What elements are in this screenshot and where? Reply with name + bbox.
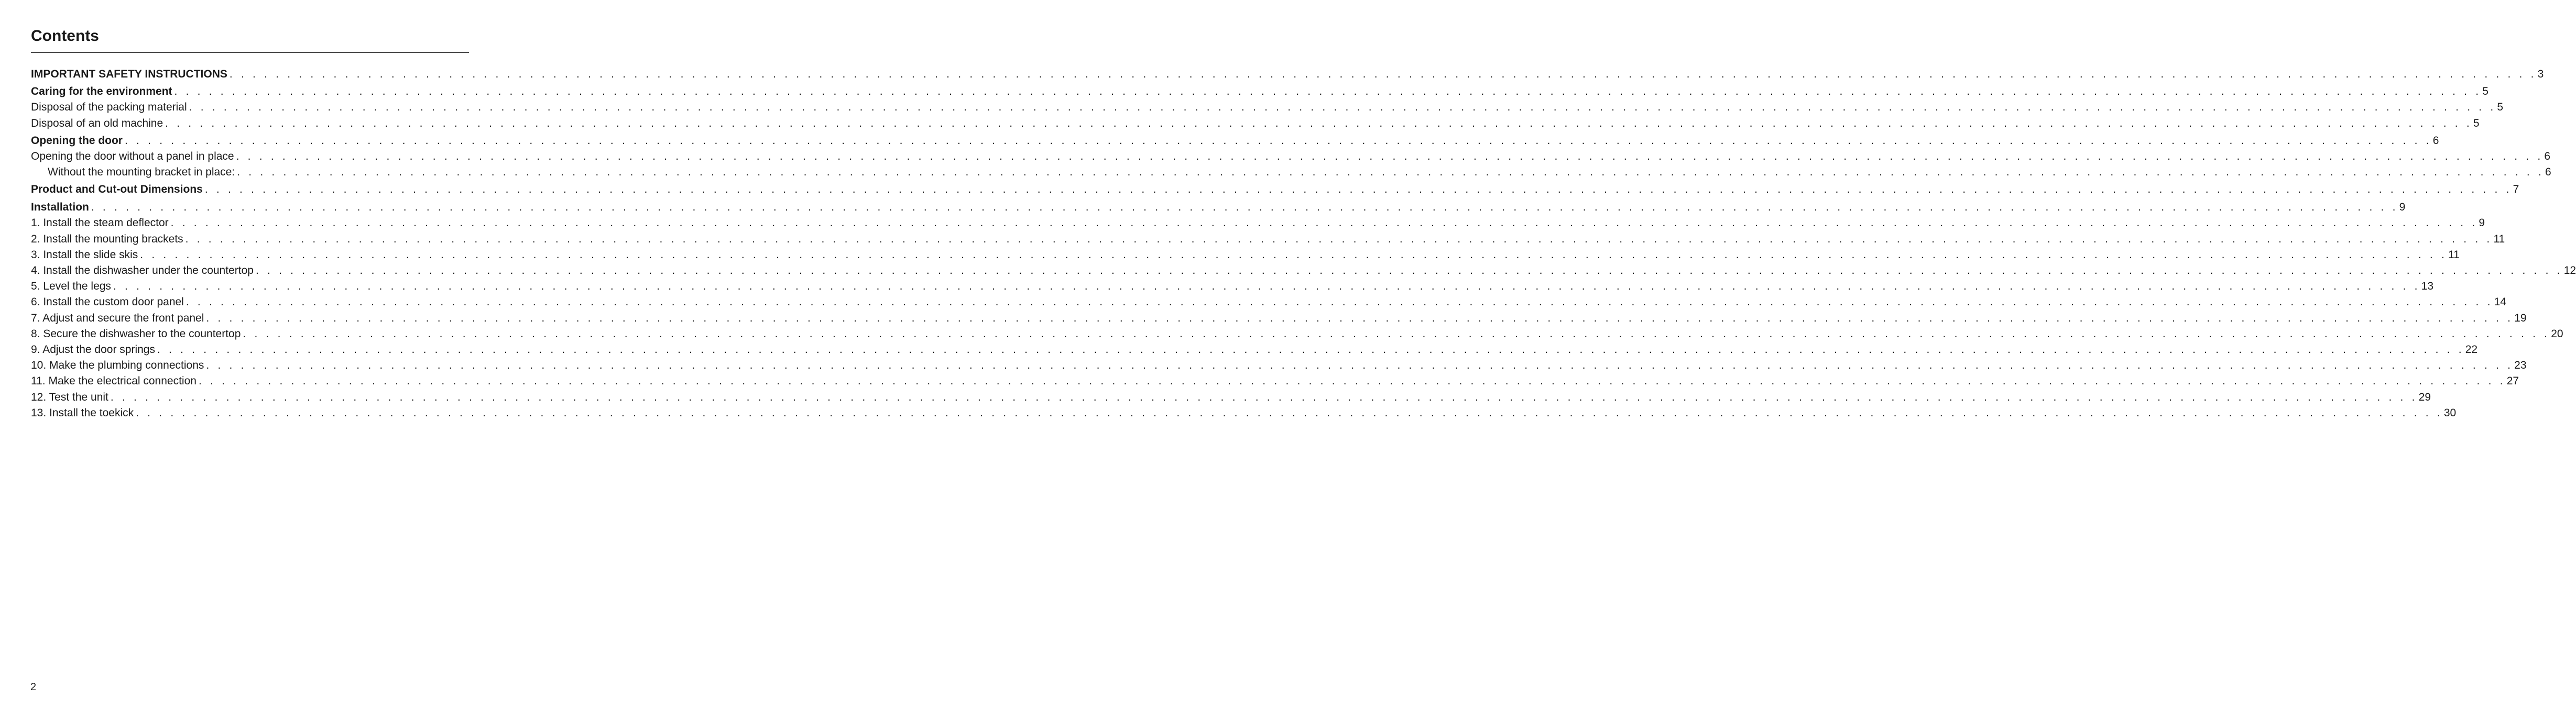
toc-entry[interactable] [31, 374, 2519, 388]
toc-entry-label: 6. Install the custom door panel [31, 296, 184, 308]
toc-entry-page: 14 [2494, 296, 2506, 308]
toc-dot-leader: . . . . . . . . . . . . . . . . . . . . . . . . . . . . . . . . . . . . . . . . . . . . . . . . . . . . . . . . . . . . . . . . . . . . . . . . . . . . . . . . . . . . . . . . . . . . . . . . . . . . . . . . . . . . . . . . . . . . . . . . . . . . . . . . . . . . . . . . . . . . . . . . . . . . . . . . . . . . . . . . . . . . . . . . . . . . . . . . . . . . . . . . . . . . . . . . . . . . . . . . [243, 328, 2550, 340]
toc-entry-page: 3 [2537, 68, 2544, 80]
toc-entry-page: 27 [2506, 375, 2519, 387]
toc-entry-label: Installation [31, 201, 89, 213]
toc-entry[interactable] [31, 295, 2506, 309]
toc-entry[interactable] [31, 312, 2527, 325]
toc-dot-leader: . . . . . . . . . . . . . . . . . . . . . . . . . . . . . . . . . . . . . . . . . . . . . . . . . . . . . . . . . . . . . . . . . . . . . . . . . . . . . . . . . . . . . . . . . . . . . . . . . . . . . . . . . . . . . . . . . . . . . . . . . . . . . . . . . . . . . . . . . . . . . . . . . . . . . . . . . . . . . . . . . . . . . . . . . . . . . . . . . . . . . . . . . . . . . . . . . . . . . . . . [91, 201, 2398, 213]
toc-entry[interactable] [31, 216, 2485, 230]
toc-entry-label: 1. Install the steam deflector [31, 217, 169, 229]
toc-entry-page: 20 [2551, 328, 2563, 340]
toc-entry[interactable] [31, 233, 2505, 246]
toc-entry-label: Disposal of an old machine [31, 117, 163, 129]
toc-entry[interactable] [31, 343, 2478, 357]
toc-entry[interactable] [31, 391, 2431, 404]
title-divider [31, 52, 469, 53]
toc-entry-page: 19 [2514, 312, 2527, 324]
toc-entry-label: Opening the door [31, 135, 123, 147]
toc-dot-leader: . . . . . . . . . . . . . . . . . . . . . . . . . . . . . . . . . . . . . . . . . . . . . . . . . . . . . . . . . . . . . . . . . . . . . . . . . . . . . . . . . . . . . . . . . . . . . . . . . . . . . . . . . . . . . . . . . . . . . . . . . . . . . . . . . . . . . . . . . . . . . . . . . . . . . . . . . . . . . . . . . . . . . . . . . . . . . . . . . . . . . . . . . . . . . . . . . . . . . . . . [204, 183, 2512, 195]
toc-entry[interactable] [31, 248, 2460, 262]
toc-entry[interactable] [31, 101, 2504, 114]
toc-dot-leader: . . . . . . . . . . . . . . . . . . . . . . . . . . . . . . . . . . . . . . . . . . . . . . . . . . . . . . . . . . . . . . . . . . . . . . . . . . . . . . . . . . . . . . . . . . . . . . . . . . . . . . . . . . . . . . . . . . . . . . . . . . . . . . . . . . . . . . . . . . . . . . . . . . . . . . . . . . . . . . . . . . . . . . . . . . . . . . . . . . . . . . . . . . . . . . . . . . . . . . . . [140, 249, 2448, 261]
toc-entry-label: 13. Install the toekick [31, 407, 134, 419]
toc-dot-leader: . . . . . . . . . . . . . . . . . . . . . . . . . . . . . . . . . . . . . . . . . . . . . . . . . . . . . . . . . . . . . . . . . . . . . . . . . . . . . . . . . . . . . . . . . . . . . . . . . . . . . . . . . . . . . . . . . . . . . . . . . . . . . . . . . . . . . . . . . . . . . . . . . . . . . . . . . . . . . . . . . . . . . . . . . . . . . . . . . . . . . . . . . . . . . . . . . . . . . . . . [229, 68, 2537, 80]
toc-dot-leader: . . . . . . . . . . . . . . . . . . . . . . . . . . . . . . . . . . . . . . . . . . . . . . . . . . . . . . . . . . . . . . . . . . . . . . . . . . . . . . . . . . . . . . . . . . . . . . . . . . . . . . . . . . . . . . . . . . . . . . . . . . . . . . . . . . . . . . . . . . . . . . . . . . . . . . . . . . . . . . . . . . . . . . . . . . . . . . . . . . . . . . . . . . . . . . . . . . . . . . . . [237, 166, 2544, 178]
toc-dot-leader: . . . . . . . . . . . . . . . . . . . . . . . . . . . . . . . . . . . . . . . . . . . . . . . . . . . . . . . . . . . . . . . . . . . . . . . . . . . . . . . . . . . . . . . . . . . . . . . . . . . . . . . . . . . . . . . . . . . . . . . . . . . . . . . . . . . . . . . . . . . . . . . . . . . . . . . . . . . . . . . . . . . . . . . . . . . . . . . . . . . . . . . . . . . . . . . . . . . . . . . . [124, 135, 2432, 147]
toc-entry-page: 11 [2448, 249, 2460, 261]
toc-dot-leader: . . . . . . . . . . . . . . . . . . . . . . . . . . . . . . . . . . . . . . . . . . . . . . . . . . . . . . . . . . . . . . . . . . . . . . . . . . . . . . . . . . . . . . . . . . . . . . . . . . . . . . . . . . . . . . . . . . . . . . . . . . . . . . . . . . . . . . . . . . . . . . . . . . . . . . . . . . . . . . . . . . . . . . . . . . . . . . . . . . . . . . . . . . . . . . . . . . . . . . . . [110, 391, 2418, 403]
toc-entry-page: 5 [2473, 117, 2480, 129]
toc-entry-page: 6 [2545, 166, 2551, 178]
toc-entry-page: 9 [2399, 201, 2406, 213]
toc-dot-leader: . . . . . . . . . . . . . . . . . . . . . . . . . . . . . . . . . . . . . . . . . . . . . . . . . . . . . . . . . . . . . . . . . . . . . . . . . . . . . . . . . . . . . . . . . . . . . . . . . . . . . . . . . . . . . . . . . . . . . . . . . . . . . . . . . . . . . . . . . . . . . . . . . . . . . . . . . . . . . . . . . . . . . . . . . . . . . . . . . . . . . . . . . . . . . . . . . . . . . . . . [165, 117, 2472, 129]
toc-entry-label: 11. Make the electrical connection [31, 375, 197, 387]
toc-entry[interactable] [31, 117, 2480, 130]
toc-entry-page: 11 [2493, 233, 2505, 245]
toc-entry-label: 7. Adjust and secure the front panel [31, 312, 204, 324]
toc-entry-page: 6 [2544, 150, 2551, 162]
toc-entry[interactable] [31, 264, 2576, 278]
toc-entry-label: 2. Install the mounting brackets [31, 233, 183, 245]
toc-entry-label: Without the mounting bracket in place: [48, 166, 235, 178]
toc-entry-label: Opening the door without a panel in place [31, 150, 234, 162]
toc-entry-label: Disposal of the packing material [31, 101, 187, 113]
toc-entry-label: 9. Adjust the door springs [31, 344, 155, 356]
toc-entry-label: 10. Make the plumbing connections [31, 359, 204, 371]
toc-entry[interactable] [31, 85, 2488, 98]
page-number: 2 [30, 681, 37, 693]
toc-dot-leader: . . . . . . . . . . . . . . . . . . . . . . . . . . . . . . . . . . . . . . . . . . . . . . . . . . . . . . . . . . . . . . . . . . . . . . . . . . . . . . . . . . . . . . . . . . . . . . . . . . . . . . . . . . . . . . . . . . . . . . . . . . . . . . . . . . . . . . . . . . . . . . . . . . . . . . . . . . . . . . . . . . . . . . . . . . . . . . . . . . . . . . . . . . . . . . . . . . . . . . . . [206, 359, 2514, 371]
toc-entry-page: 7 [2513, 183, 2519, 195]
toc-entry[interactable] [31, 68, 2544, 81]
toc-dot-leader: . . . . . . . . . . . . . . . . . . . . . . . . . . . . . . . . . . . . . . . . . . . . . . . . . . . . . . . . . . . . . . . . . . . . . . . . . . . . . . . . . . . . . . . . . . . . . . . . . . . . . . . . . . . . . . . . . . . . . . . . . . . . . . . . . . . . . . . . . . . . . . . . . . . . . . . . . . . . . . . . . . . . . . . . . . . . . . . . . . . . . . . . . . . . . . . . . . . . . . . . [255, 264, 2563, 276]
toc-entry-label: Caring for the environment [31, 85, 172, 97]
toc-entry[interactable] [31, 150, 2551, 163]
toc-entry-page: 22 [2465, 344, 2478, 356]
toc-entry-label: Product and Cut-out Dimensions [31, 183, 203, 195]
toc-entry-page: 5 [2482, 85, 2488, 97]
toc-entry-page: 23 [2514, 359, 2527, 371]
toc-dot-leader: . . . . . . . . . . . . . . . . . . . . . . . . . . . . . . . . . . . . . . . . . . . . . . . . . . . . . . . . . . . . . . . . . . . . . . . . . . . . . . . . . . . . . . . . . . . . . . . . . . . . . . . . . . . . . . . . . . . . . . . . . . . . . . . . . . . . . . . . . . . . . . . . . . . . . . . . . . . . . . . . . . . . . . . . . . . . . . . . . . . . . . . . . . . . . . . . . . . . . . . . [185, 296, 2493, 308]
toc-entry-page: 13 [2421, 280, 2434, 292]
toc-entry[interactable] [31, 359, 2527, 372]
toc-entry-page: 5 [2497, 101, 2504, 113]
toc-entry[interactable] [31, 134, 2439, 148]
toc-entry-label: 8. Secure the dishwasher to the countertop [31, 328, 241, 340]
toc-dot-leader: . . . . . . . . . . . . . . . . . . . . . . . . . . . . . . . . . . . . . . . . . . . . . . . . . . . . . . . . . . . . . . . . . . . . . . . . . . . . . . . . . . . . . . . . . . . . . . . . . . . . . . . . . . . . . . . . . . . . . . . . . . . . . . . . . . . . . . . . . . . . . . . . . . . . . . . . . . . . . . . . . . . . . . . . . . . . . . . . . . . . . . . . . . . . . . . . . . . . . . . . [157, 344, 2464, 356]
toc-entry-label: 3. Install the slide skis [31, 249, 138, 261]
toc-entry-label: 4. Install the dishwasher under the countertop [31, 264, 254, 276]
toc-entry[interactable] [31, 280, 2434, 293]
toc-dot-leader: . . . . . . . . . . . . . . . . . . . . . . . . . . . . . . . . . . . . . . . . . . . . . . . . . . . . . . . . . . . . . . . . . . . . . . . . . . . . . . . . . . . . . . . . . . . . . . . . . . . . . . . . . . . . . . . . . . . . . . . . . . . . . . . . . . . . . . . . . . . . . . . . . . . . . . . . . . . . . . . . . . . . . . . . . . . . . . . . . . . . . . . . . . . . . . . . . . . . . . . . [136, 407, 2443, 419]
toc-entry[interactable] [31, 327, 2563, 341]
toc-entry-label: 5. Level the legs [31, 280, 111, 292]
toc-entry[interactable] [31, 201, 2406, 214]
toc-dot-leader: . . . . . . . . . . . . . . . . . . . . . . . . . . . . . . . . . . . . . . . . . . . . . . . . . . . . . . . . . . . . . . . . . . . . . . . . . . . . . . . . . . . . . . . . . . . . . . . . . . . . . . . . . . . . . . . . . . . . . . . . . . . . . . . . . . . . . . . . . . . . . . . . . . . . . . . . . . . . . . . . . . . . . . . . . . . . . . . . . . . . . . . . . . . . . . . . . . . . . . . . [206, 312, 2514, 324]
toc-entry-page: 12 [2563, 264, 2576, 276]
toc-dot-leader: . . . . . . . . . . . . . . . . . . . . . . . . . . . . . . . . . . . . . . . . . . . . . . . . . . . . . . . . . . . . . . . . . . . . . . . . . . . . . . . . . . . . . . . . . . . . . . . . . . . . . . . . . . . . . . . . . . . . . . . . . . . . . . . . . . . . . . . . . . . . . . . . . . . . . . . . . . . . . . . . . . . . . . . . . . . . . . . . . . . . . . . . . . . . . . . . . . . . . . . . [198, 375, 2506, 387]
toc-dot-leader: . . . . . . . . . . . . . . . . . . . . . . . . . . . . . . . . . . . . . . . . . . . . . . . . . . . . . . . . . . . . . . . . . . . . . . . . . . . . . . . . . . . . . . . . . . . . . . . . . . . . . . . . . . . . . . . . . . . . . . . . . . . . . . . . . . . . . . . . . . . . . . . . . . . . . . . . . . . . . . . . . . . . . . . . . . . . . . . . . . . . . . . . . . . . . . . . . . . . . . . . [189, 101, 2496, 113]
toc-entry-page: 30 [2443, 407, 2457, 419]
toc-entry-label: 12. Test the unit [31, 391, 108, 403]
toc-entry[interactable] [31, 183, 2519, 196]
page-title: Contents [31, 27, 99, 45]
toc-entry-page: 6 [2432, 135, 2439, 147]
toc-dot-leader: . . . . . . . . . . . . . . . . . . . . . . . . . . . . . . . . . . . . . . . . . . . . . . . . . . . . . . . . . . . . . . . . . . . . . . . . . . . . . . . . . . . . . . . . . . . . . . . . . . . . . . . . . . . . . . . . . . . . . . . . . . . . . . . . . . . . . . . . . . . . . . . . . . . . . . . . . . . . . . . . . . . . . . . . . . . . . . . . . . . . . . . . . . . . . . . . . . . . . . . . [113, 280, 2420, 292]
toc-entry[interactable] [31, 165, 2551, 179]
toc-entry-page: 29 [2418, 391, 2431, 403]
toc-entry-page: 9 [2479, 217, 2485, 229]
toc-dot-leader: . . . . . . . . . . . . . . . . . . . . . . . . . . . . . . . . . . . . . . . . . . . . . . . . . . . . . . . . . . . . . . . . . . . . . . . . . . . . . . . . . . . . . . . . . . . . . . . . . . . . . . . . . . . . . . . . . . . . . . . . . . . . . . . . . . . . . . . . . . . . . . . . . . . . . . . . . . . . . . . . . . . . . . . . . . . . . . . . . . . . . . . . . . . . . . . . . . . . . . . . [170, 217, 2478, 229]
toc-dot-leader: . . . . . . . . . . . . . . . . . . . . . . . . . . . . . . . . . . . . . . . . . . . . . . . . . . . . . . . . . . . . . . . . . . . . . . . . . . . . . . . . . . . . . . . . . . . . . . . . . . . . . . . . . . . . . . . . . . . . . . . . . . . . . . . . . . . . . . . . . . . . . . . . . . . . . . . . . . . . . . . . . . . . . . . . . . . . . . . . . . . . . . . . . . . . . . . . . . . . . . . . [185, 233, 2493, 245]
toc-entry[interactable] [31, 406, 2457, 420]
toc-entry-label: IMPORTANT SAFETY INSTRUCTIONS [31, 68, 227, 80]
toc-dot-leader: . . . . . . . . . . . . . . . . . . . . . . . . . . . . . . . . . . . . . . . . . . . . . . . . . . . . . . . . . . . . . . . . . . . . . . . . . . . . . . . . . . . . . . . . . . . . . . . . . . . . . . . . . . . . . . . . . . . . . . . . . . . . . . . . . . . . . . . . . . . . . . . . . . . . . . . . . . . . . . . . . . . . . . . . . . . . . . . . . . . . . . . . . . . . . . . . . . . . . . . . [236, 150, 2544, 162]
toc-dot-leader: . . . . . . . . . . . . . . . . . . . . . . . . . . . . . . . . . . . . . . . . . . . . . . . . . . . . . . . . . . . . . . . . . . . . . . . . . . . . . . . . . . . . . . . . . . . . . . . . . . . . . . . . . . . . . . . . . . . . . . . . . . . . . . . . . . . . . . . . . . . . . . . . . . . . . . . . . . . . . . . . . . . . . . . . . . . . . . . . . . . . . . . . . . . . . . . . . . . . . . . . [174, 85, 2482, 97]
